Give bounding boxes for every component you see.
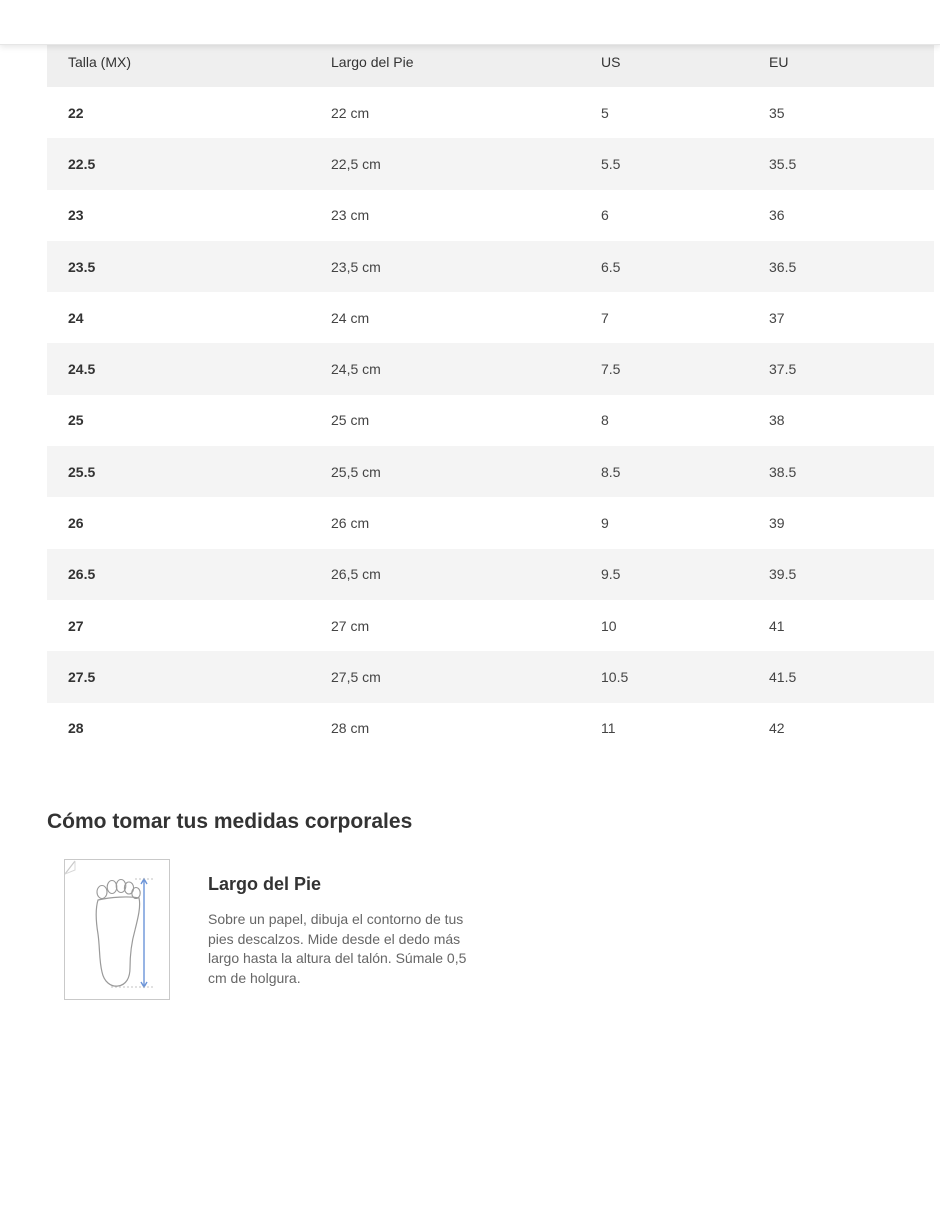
cell-eu: 38.5 — [766, 446, 934, 497]
cell-eu: 39 — [769, 515, 785, 532]
cell-us: 9 — [601, 515, 609, 532]
cell-eu: 37.5 — [766, 343, 934, 394]
table-row — [47, 138, 934, 189]
cell-talla-mx: 24.5 — [47, 343, 311, 394]
table-row — [47, 343, 934, 394]
table-row — [47, 292, 934, 343]
cell-largo-pie: 24 cm — [331, 309, 370, 326]
cell-largo-pie: 25 cm — [331, 412, 370, 429]
cell-talla-mx: 25 — [68, 412, 84, 429]
howto-title: Cómo tomar tus medidas corporales — [47, 810, 413, 833]
cell-us: 7 — [601, 309, 609, 326]
foot-measure-icon — [64, 859, 170, 1000]
cell-us: 10 — [601, 617, 617, 634]
cell-talla-mx: 27.5 — [47, 651, 311, 702]
header-largo-pie: Largo del Pie — [311, 36, 598, 87]
foot-outline-icon — [65, 860, 171, 1001]
cell-eu: 41 — [769, 617, 785, 634]
measure-description: Sobre un papel, dibuja el contorno de tus pies descalzos. Mide desde el dedo más largo hasta la altura del talón. Súmale 0,5 cm de holgura. — [208, 911, 467, 986]
cell-talla-mx: 25.5 — [47, 446, 311, 497]
cell-us: 8.5 — [598, 446, 766, 497]
table-row — [47, 241, 934, 292]
cell-us: 6 — [601, 207, 609, 224]
cell-eu: 38 — [769, 412, 785, 429]
cell-largo-pie: 28 cm — [331, 720, 370, 737]
table-row — [47, 651, 934, 702]
top-bar — [0, 0, 940, 45]
cell-largo-pie: 27,5 cm — [311, 651, 598, 702]
cell-largo-pie: 23 cm — [331, 207, 370, 224]
cell-largo-pie: 24,5 cm — [311, 343, 598, 394]
cell-eu: 42 — [769, 720, 785, 737]
table-row — [47, 395, 934, 446]
cell-largo-pie: 25,5 cm — [311, 446, 598, 497]
size-table — [47, 36, 934, 754]
cell-us: 10.5 — [598, 651, 766, 702]
table-row — [47, 497, 934, 548]
cell-talla-mx: 26.5 — [47, 549, 311, 600]
cell-largo-pie: 22,5 cm — [311, 138, 598, 189]
cell-us: 6.5 — [598, 241, 766, 292]
cell-talla-mx: 28 — [68, 720, 84, 737]
cell-talla-mx: 22.5 — [47, 138, 311, 189]
cell-talla-mx: 27 — [68, 617, 84, 634]
table-row — [47, 190, 934, 241]
cell-us: 5.5 — [598, 138, 766, 189]
header-us: US — [598, 36, 766, 87]
cell-talla-mx: 23 — [68, 207, 84, 224]
cell-eu: 41.5 — [766, 651, 934, 702]
cell-talla-mx: 24 — [68, 309, 84, 326]
measure-title: Largo del Pie — [208, 874, 322, 894]
header-talla-mx: Talla (MX) — [47, 36, 311, 87]
cell-largo-pie: 27 cm — [331, 617, 370, 634]
table-row — [47, 600, 934, 651]
cell-eu: 35.5 — [766, 138, 934, 189]
cell-largo-pie: 22 cm — [331, 104, 370, 121]
cell-talla-mx: 22 — [68, 104, 84, 121]
cell-eu: 35 — [769, 104, 785, 121]
cell-us: 5 — [601, 104, 609, 121]
table-row — [47, 549, 934, 600]
cell-us: 8 — [601, 412, 609, 429]
cell-us: 11 — [601, 720, 616, 737]
table-row — [47, 87, 934, 138]
cell-us: 7.5 — [598, 343, 766, 394]
cell-largo-pie: 26 cm — [331, 515, 370, 532]
cell-eu: 39.5 — [766, 549, 934, 600]
cell-largo-pie: 26,5 cm — [311, 549, 598, 600]
cell-eu: 37 — [769, 309, 785, 326]
cell-largo-pie: 23,5 cm — [311, 241, 598, 292]
cell-eu: 36.5 — [766, 241, 934, 292]
header-eu: EU — [766, 36, 934, 87]
table-row — [47, 703, 934, 754]
cell-eu: 36 — [769, 207, 785, 224]
cell-talla-mx: 26 — [68, 515, 84, 532]
cell-talla-mx: 23.5 — [47, 241, 311, 292]
size-chart — [47, 36, 934, 754]
table-row — [47, 446, 934, 497]
cell-us: 9.5 — [598, 549, 766, 600]
